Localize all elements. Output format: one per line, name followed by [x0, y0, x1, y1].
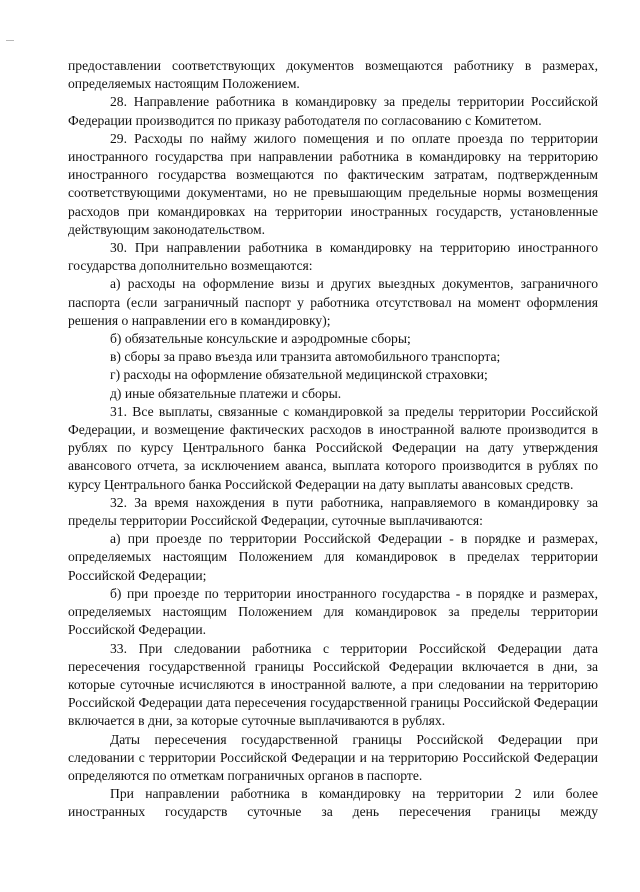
paragraph-28: 28. Направление работника в командировку за пределы территории Российской Федерации производится по приказу работодателя по согласованию с Комитетом.: [68, 94, 598, 128]
paragraph-31: 31. Все выплаты, связанные с командировкой за пределы территории Российской Федерации, и возмещение фактических расходов в иностранной валюте производится в рублях по курсу Центрального банка Российской Федерации на дату утверждения авансового отчета, за исключением аванса, выплата которого производится в рублях по курсу Центрального банка Российской Федерации на дату выплаты авансовых средств.: [68, 403, 598, 492]
paragraph-33-dates: Даты пересечения государственной границы Российской Федерации при следовании с территории Российской Федерации и на территорию Российской Федерации определяются по отметкам пограничных органов в паспорте.: [68, 731, 598, 783]
paragraph-32-a: а) при проезде по территории Российской Федерации - в порядке и размерах, определяемых настоящим Положением для командировок в пределах территории Российской Федерации;: [68, 531, 598, 583]
paragraph-30-b: б) обязательные консульские и аэродромные сборы;: [110, 331, 411, 347]
paragraph-32-b: б) при проезде по территории иностранного государства - в порядке и размерах, определяемых настоящим Положением для командировок за пределы территории Российской Федерации.: [68, 585, 598, 638]
scan-artifact: [6, 40, 14, 41]
paragraph-33-multiple-states: При направлении работника в командировку на территории 2 или более иностранных государств суточные за день пересечения границы между: [68, 786, 598, 820]
paragraph-30-v: в) сборы за право въезда или транзита автомобильного транспорта;: [110, 349, 501, 365]
paragraph-29: 29. Расходы по найму жилого помещения и по оплате проезда по территории иностранного государства при направлении работника в командировку на территорию иностранного государства возмещаются по фактическим затратам, подтвержденным соответствующими документами, но не превышающим предельные нормы возмещения расходов при командировках на территории иностранных государств, установленные действующим законодательством.: [68, 130, 598, 237]
paragraph-continuation: предоставлении соответствующих документов возмещаются работнику в размерах, определяемых настоящим Положением.: [68, 58, 598, 92]
paragraph-30-g: г) расходы на оформление обязательной медицинской страховки;: [110, 367, 488, 383]
paragraph-33: 33. При следовании работника с территории Российской Федерации дата пересечения государственной границы Российской Федерации включается в дни, за которые суточные исчисляются в иностранной валюте, а при следовании на территорию Российской Федерации дата пересечения государственной границы Российской Федерации включается в дни, за которые суточные выплачиваются в рублях.: [68, 640, 598, 729]
paragraph-30-d: д) иные обязательные платежи и сборы.: [110, 385, 342, 401]
paragraph-32: 32. За время нахождения в пути работника, направляемого в командировку за пределы территории Российской Федерации, суточные выплачиваются:: [68, 494, 598, 529]
paragraph-30: 30. При направлении работника в командировку на территорию иностранного государства дополнительно возмещаются:: [68, 240, 598, 274]
paragraph-30-a: а) расходы на оформление визы и других выездных документов, заграничного паспорта (если заграничный паспорт у работника отсутствовал на момент оформления решения о направлении его в командировку);: [68, 276, 598, 328]
